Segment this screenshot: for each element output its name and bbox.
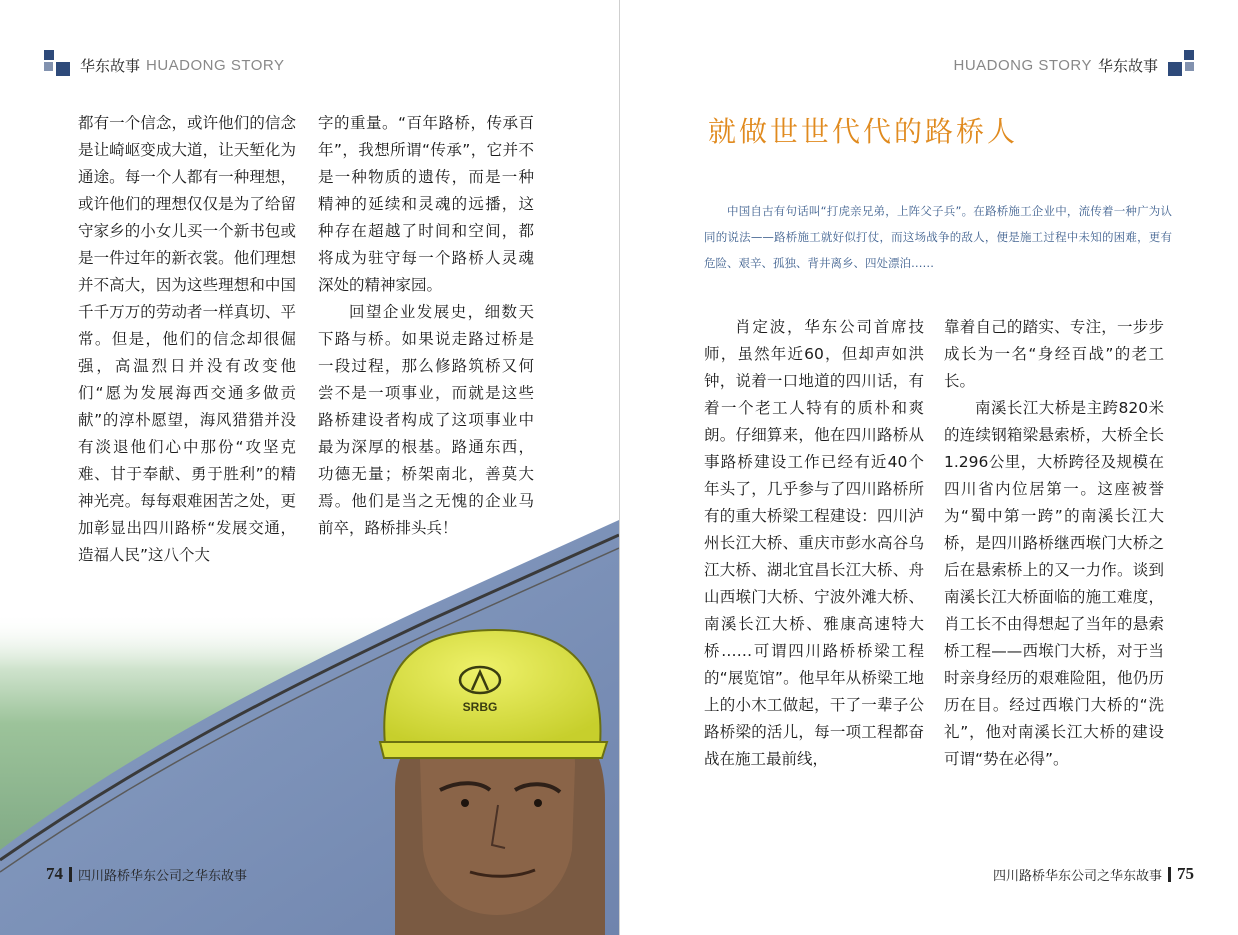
paragraph: 都有一个信念，或许他们的信念是让崎岖变成大道，让天堑化为通途。每一个人都有一种理想，或许他们的理想仅仅是为了给留守家乡的小女儿买一个新书包或是一件过年的新衣裳。他们理想并不高大，因为这些理想和中国千千万万的劳动者一样真切、平常。但是，他们的信念却很倔强，高温烈日并没有改变他们“愿为发展海西交通多做贡献”的淳朴愿望，海风猎猎并没有淡退他们心中那份“攻坚克难、甘于奉献、勇于胜利”的精神光亮。每每艰难困苦之处，更加彰显出四川路桥“发展交通，造福人民”这八个大: [78, 114, 296, 564]
header-title-en: HUADONG STORY: [953, 56, 1092, 74]
paragraph: 南溪长江大桥是主跨820米的连续钢箱梁悬索桥，大桥全长1.296公里，大桥跨径及规模在四川省内位居第一。这座被誉为“蜀中第一跨”的南溪长江大桥，是四川路桥继西堠门大桥之后在悬索桥上的又一力作。谈到南溪长江大桥面临的施工难度，肖工长不由得想起了当年的悬索桥工程——西堠门大桥，对于当时亲身经历的艰难险阻，他仍历历在目。经过西堠门大桥的“洗礼”，他对南溪长江大桥的建设可谓“势在必得”。: [944, 399, 1164, 768]
helmet-label: SRBG: [462, 700, 498, 714]
paragraph: 回望企业发展史，细数天下路与桥。如果说走路过桥是一段过程，那么修路筑桥又何尝不是一项事业，而就是这些路桥建设者构成了这项事业中最为深厚的根基。路通东西，功德无量；桥架南北，善莫大焉。他们是当之无愧的企业马前卒，路桥排头兵！: [318, 303, 534, 537]
page-number: 75: [1177, 864, 1194, 883]
header-title-cn: 华东故事: [80, 56, 141, 75]
page-number: 74: [46, 864, 63, 883]
left-column-1: [78, 110, 296, 569]
footer-text: 四川路桥华东公司之华东故事: [78, 868, 248, 884]
article-title: 就做世世代代的路桥人: [708, 115, 1019, 148]
header-title-cn: 华东故事: [1097, 56, 1158, 75]
lead-paragraph: [704, 198, 1172, 276]
paragraph: 肖定波，华东公司首席技师，虽然年近60，但却声如洪钟，说着一口地道的四川话，有着一个老工人特有的质朴和爽朗。仔细算来，他在四川路桥从事路桥建设工作已经有近40个年头了，几乎参与了四川路桥所有的重大桥梁工程建设：四川泸州长江大桥、重庆市彭水高谷乌江大桥、湖北宜昌长江大桥、舟山西堠门大桥、宁波外滩大桥、南溪长江大桥、雅康高速特大桥……可谓四川路桥桥梁工程的“展览馆”。他早年从桥梁工地上的小木工做起，干了一辈子公路桥梁的活儿，每一项工程都奋战在施工最前线，: [704, 318, 924, 768]
paragraph: 字的重量。“百年路桥，传承百年”，我想所谓“传承”，它并不是一种物质的遗传，而是一种精神的延续和灵魂的远播，这种存在超越了时间和空间，都将成为驻守每一个路桥人灵魂深处的精神家园。: [318, 114, 534, 294]
footer-text: 四川路桥华东公司之华东故事: [992, 868, 1162, 884]
right-column-1: [704, 314, 924, 773]
divider: [1168, 867, 1171, 882]
logo-squares-icon: [44, 50, 74, 80]
paragraph: 靠着自己的踏实、专注，一步步成长为一名“身经百战”的老工长。: [944, 318, 1164, 390]
right-footer: [993, 864, 1194, 884]
left-header: [44, 50, 284, 80]
right-header: [954, 50, 1194, 80]
logo-squares-icon: [1164, 50, 1194, 80]
left-column-2: [318, 110, 534, 542]
header-title-en: HUADONG STORY: [146, 56, 285, 74]
divider: [69, 867, 72, 882]
left-footer: [46, 864, 247, 884]
right-column-2: [944, 314, 1164, 773]
right-page: [619, 0, 1238, 935]
lead-text: 中国自古有句话叫“打虎亲兄弟，上阵父子兵”。在路桥施工企业中，流传着一种广为认同的说法——路桥施工就好似打仗，而这场战争的敌人，便是施工过程中未知的困难，更有危险、艰辛、孤独、背井离乡、四处漂泊……: [704, 204, 1172, 270]
